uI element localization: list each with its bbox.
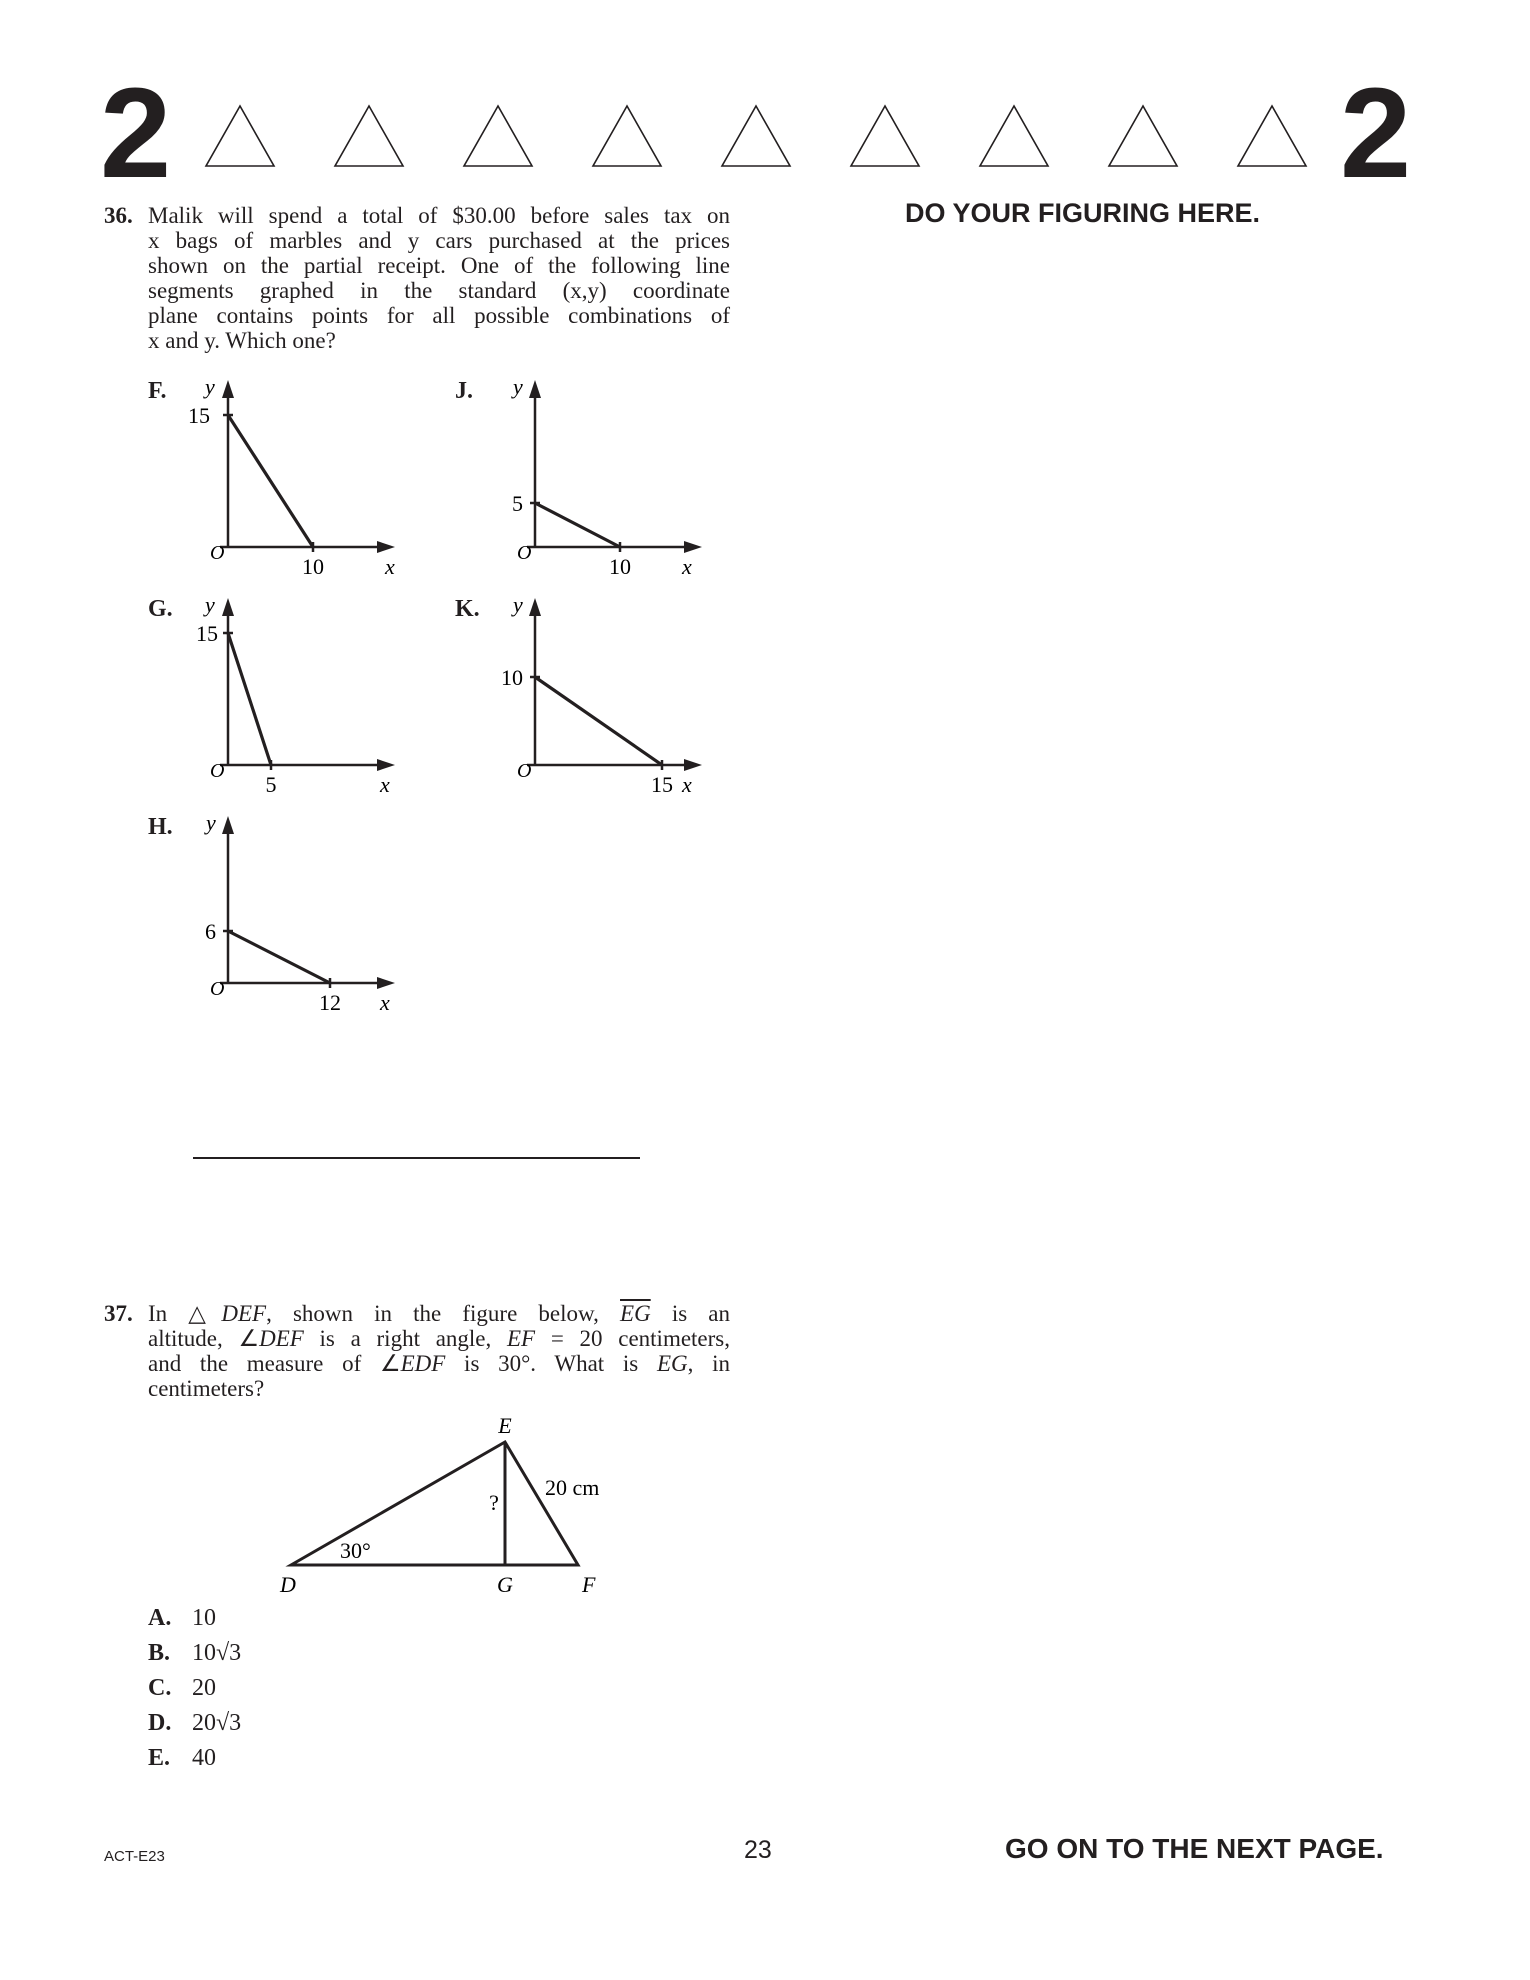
header-triangle bbox=[464, 106, 532, 166]
choice-k-letter: K. bbox=[455, 596, 480, 622]
q36-line-1: Malik will spend a total of $30.00 before sales tax on bbox=[148, 203, 730, 228]
graph-h bbox=[180, 806, 410, 1021]
header-triangle bbox=[722, 106, 790, 166]
vertex-f-label: F bbox=[582, 1572, 596, 1597]
graph-k-y-intercept: 10 bbox=[501, 665, 523, 690]
graph-f-y-label: y bbox=[205, 374, 215, 399]
graph-h-origin: O bbox=[210, 978, 225, 1000]
choice-g-letter: G. bbox=[148, 596, 173, 622]
question-36-number: 36. bbox=[104, 203, 133, 228]
triangle-divider bbox=[200, 100, 1320, 172]
header-triangle bbox=[980, 106, 1048, 166]
question-divider bbox=[193, 1157, 640, 1159]
graph-g-y-intercept: 15 bbox=[196, 621, 218, 646]
graph-h-x-intercept: 12 bbox=[319, 990, 341, 1015]
vertex-d-label: D bbox=[280, 1572, 296, 1597]
side-ef-label: 20 cm bbox=[545, 1475, 600, 1500]
graph-g-y-label: y bbox=[205, 592, 215, 617]
graph-f bbox=[180, 370, 410, 585]
header-triangle bbox=[851, 106, 919, 166]
answer-a-text: 10 bbox=[192, 1605, 216, 1631]
header-triangle bbox=[335, 106, 403, 166]
q37-line-4: centimeters? bbox=[148, 1376, 265, 1401]
footer-code: ACT-E23 bbox=[104, 1848, 165, 1865]
question-37-number: 37. bbox=[104, 1301, 133, 1326]
header-triangle bbox=[1238, 106, 1306, 166]
graph-h-y-intercept: 6 bbox=[205, 919, 216, 944]
graph-g-x-label: x bbox=[380, 772, 390, 797]
graph-k bbox=[487, 588, 717, 803]
answer-d[interactable] bbox=[148, 1710, 241, 1737]
unknown-eg-label: ? bbox=[489, 1490, 499, 1515]
q36-line-4: segments graphed in the standard (x,y) coordinate bbox=[148, 278, 730, 303]
question-37-text bbox=[148, 1301, 730, 1401]
graph-j-origin: O bbox=[517, 542, 532, 564]
answer-d-letter: D. bbox=[148, 1710, 172, 1736]
answer-e[interactable] bbox=[148, 1745, 216, 1772]
q37-line-3: and the measure of ∠EDF is 30°. What is EG, in bbox=[148, 1351, 731, 1376]
answer-b[interactable] bbox=[148, 1640, 241, 1667]
graph-g-origin: O bbox=[210, 760, 225, 782]
go-on-next-page: GO ON TO THE NEXT PAGE. bbox=[1005, 1833, 1384, 1864]
page-number: 23 bbox=[744, 1836, 772, 1864]
graph-g bbox=[180, 588, 410, 803]
graph-j-x-label: x bbox=[682, 554, 692, 579]
graph-k-x-intercept: 15 bbox=[651, 772, 673, 797]
graph-j-y-label: y bbox=[513, 374, 523, 399]
graph-f-x-label: x bbox=[385, 554, 395, 579]
answer-e-letter: E. bbox=[148, 1745, 171, 1771]
q36-line-2: x bags of marbles and y cars purchased at the prices bbox=[148, 228, 730, 253]
answer-b-text: 10√3 bbox=[192, 1640, 242, 1666]
section-number-right: 2 bbox=[1340, 62, 1410, 205]
q37-line-1: In △DEF, shown in the figure below, $\overline{EG}$ is an bbox=[148, 1301, 730, 1326]
angle-d-label: 30° bbox=[340, 1538, 371, 1563]
answer-e-text: 40 bbox=[192, 1745, 216, 1771]
q36-line-6: x and y. Which one? bbox=[148, 328, 336, 353]
answer-a-letter: A. bbox=[148, 1605, 172, 1631]
graph-j bbox=[487, 370, 717, 585]
q37-line-2: altitude, ∠DEF is a right angle, EF = 20 centimeters, bbox=[148, 1326, 730, 1351]
graph-j-y-intercept: 5 bbox=[512, 491, 523, 516]
answer-c-text: 20 bbox=[192, 1675, 216, 1701]
graph-f-origin: O bbox=[210, 542, 225, 564]
header-triangle bbox=[206, 106, 274, 166]
section-number-left: 2 bbox=[100, 62, 170, 205]
answer-d-text: 20√3 bbox=[192, 1710, 242, 1736]
graph-j-x-intercept: 10 bbox=[609, 554, 631, 579]
header-triangle bbox=[593, 106, 661, 166]
graph-f-y-intercept: 15 bbox=[188, 403, 210, 428]
answer-c-letter: C. bbox=[148, 1675, 172, 1701]
vertex-e-label: E bbox=[498, 1413, 512, 1438]
vertex-g-label: G bbox=[497, 1572, 513, 1597]
question-36-text bbox=[148, 203, 730, 353]
answer-b-letter: B. bbox=[148, 1640, 171, 1666]
figuring-label: DO YOUR FIGURING HERE. bbox=[905, 198, 1261, 228]
triangle-def-figure bbox=[260, 1410, 640, 1600]
q36-line-5: plane contains points for all possible combinations of bbox=[148, 303, 730, 328]
graph-g-x-intercept: 5 bbox=[265, 772, 277, 797]
graph-f-x-intercept: 10 bbox=[302, 554, 324, 579]
choice-j-letter: J. bbox=[455, 378, 473, 404]
graph-k-x-label: x bbox=[682, 772, 692, 797]
choice-f-letter: F. bbox=[148, 378, 167, 404]
answer-c[interactable] bbox=[148, 1675, 216, 1702]
graph-h-x-label: x bbox=[380, 990, 390, 1015]
answer-a[interactable] bbox=[148, 1605, 216, 1632]
q36-line-3: shown on the partial receipt. One of the following line bbox=[148, 253, 730, 278]
choice-h-letter: H. bbox=[148, 814, 173, 840]
header-triangle bbox=[1109, 106, 1177, 166]
graph-h-y-label: y bbox=[206, 810, 216, 835]
graph-k-origin: O bbox=[517, 760, 532, 782]
graph-k-y-label: y bbox=[513, 592, 523, 617]
